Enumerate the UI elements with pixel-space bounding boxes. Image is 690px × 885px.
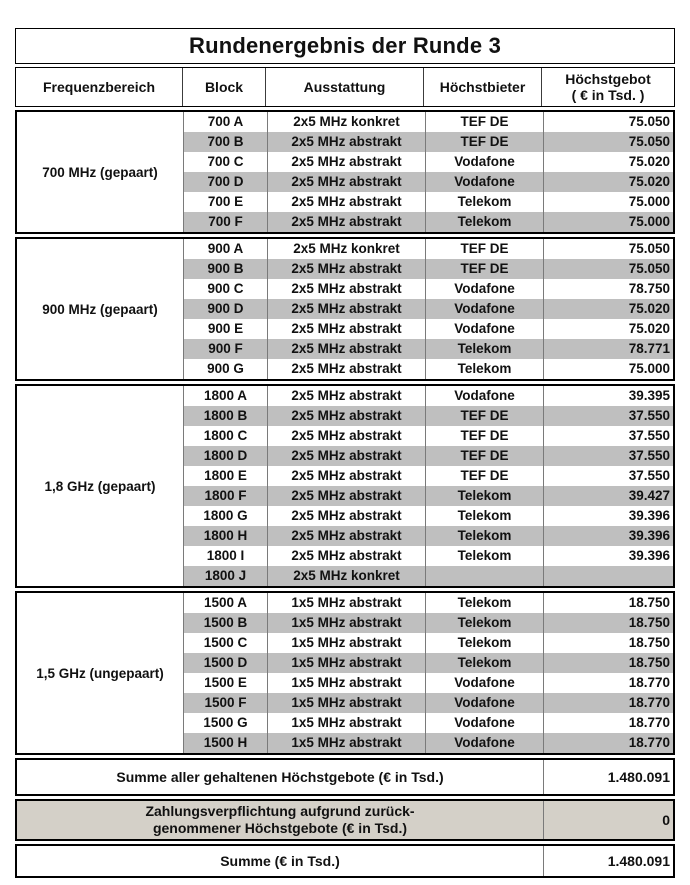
hoechstgebot-cell: 37.550 [543, 426, 673, 446]
ausstattung-cell: 2x5 MHz abstrakt [267, 526, 425, 546]
hoechstgebot-cell: 18.750 [543, 613, 673, 633]
table-row [184, 506, 673, 526]
block-cell: 1500 F [204, 695, 247, 710]
hoechstbieter-cell: TEF DE [425, 259, 543, 279]
frequency-group [15, 384, 675, 588]
ausstattung-cell: 1x5 MHz abstrakt [267, 613, 425, 633]
block-cell: 900 D [207, 301, 244, 316]
table-row [184, 566, 673, 586]
block-cell: 1800 A [203, 388, 248, 403]
hoechstbieter-cell: TEF DE [425, 466, 543, 486]
table-row [184, 466, 673, 486]
hoechstbieter-cell: TEF DE [425, 426, 543, 446]
ausstattung-cell: 2x5 MHz abstrakt [267, 152, 425, 172]
hoechstbieter-cell: Telekom [425, 212, 543, 232]
ausstattung-cell: 1x5 MHz abstrakt [267, 633, 425, 653]
ausstattung-cell: 1x5 MHz abstrakt [267, 653, 425, 673]
hoechstgebot-cell: 75.050 [543, 239, 673, 259]
hoechstgebot-cell: 18.770 [543, 713, 673, 733]
table-row [184, 693, 673, 713]
hoechstbieter-cell: Vodafone [425, 713, 543, 733]
hoechstbieter-cell: Vodafone [425, 693, 543, 713]
ausstattung-cell: 2x5 MHz abstrakt [267, 132, 425, 152]
table-row [184, 713, 673, 733]
block-cell: 1500 D [203, 655, 248, 670]
table-row [184, 526, 673, 546]
block-cell: 1800 B [203, 408, 248, 423]
band-label: 900 MHz (gepaart) [17, 239, 183, 379]
table-row [184, 633, 673, 653]
header-ausstattung: Ausstattung [265, 68, 423, 106]
block-cell: 900 A [207, 241, 244, 256]
block-cell: 1500 E [204, 675, 247, 690]
group-rows [183, 593, 673, 753]
ausstattung-cell: 2x5 MHz abstrakt [267, 446, 425, 466]
page-title: Rundenergebnis der Runde 3 [188, 33, 502, 58]
hoechstgebot-cell: 75.050 [543, 132, 673, 152]
table-row [184, 239, 673, 259]
ausstattung-cell: 2x5 MHz konkret [267, 566, 425, 586]
ausstattung-cell: 2x5 MHz abstrakt [267, 319, 425, 339]
hoechstgebot-cell: 18.750 [543, 633, 673, 653]
ausstattung-cell: 1x5 MHz abstrakt [267, 733, 425, 753]
block-cell: 1500 C [203, 635, 248, 650]
ausstattung-cell: 2x5 MHz abstrakt [267, 466, 425, 486]
table-row [184, 426, 673, 446]
hoechstbieter-cell: TEF DE [425, 446, 543, 466]
hoechstbieter-cell: Telekom [425, 359, 543, 379]
header-hoechstbieter: Höchstbieter [423, 68, 541, 106]
summary-label: Summe (€ in Tsd.) [220, 852, 340, 869]
ausstattung-cell: 1x5 MHz abstrakt [267, 673, 425, 693]
summary-row-total [15, 844, 675, 878]
hoechstbieter-cell: Vodafone [425, 172, 543, 192]
hoechstbieter-cell: TEF DE [425, 239, 543, 259]
ausstattung-cell: 2x5 MHz konkret [267, 112, 425, 132]
block-cell: 1500 G [203, 715, 248, 730]
ausstattung-cell: 1x5 MHz abstrakt [267, 693, 425, 713]
table-row [184, 112, 673, 132]
hoechstbieter-cell: Telekom [425, 613, 543, 633]
ausstattung-cell: 2x5 MHz abstrakt [267, 212, 425, 232]
band-label: 1,8 GHz (gepaart) [17, 386, 183, 586]
ausstattung-cell: 2x5 MHz abstrakt [267, 259, 425, 279]
hoechstbieter-cell: Vodafone [425, 152, 543, 172]
ausstattung-cell: 2x5 MHz abstrakt [267, 386, 425, 406]
table-row [184, 339, 673, 359]
header-hoechstgebot-line2: ( € in Tsd. ) [571, 87, 645, 103]
ausstattung-cell: 2x5 MHz abstrakt [267, 426, 425, 446]
band-label: 700 MHz (gepaart) [17, 112, 183, 232]
block-cell: 900 G [207, 361, 244, 376]
hoechstbieter-cell: Telekom [425, 339, 543, 359]
ausstattung-cell: 2x5 MHz abstrakt [267, 172, 425, 192]
hoechstgebot-cell: 75.050 [543, 112, 673, 132]
hoechstgebot-cell: 18.750 [543, 653, 673, 673]
ausstattung-cell: 1x5 MHz abstrakt [267, 713, 425, 733]
table-row [184, 733, 673, 753]
frequency-group [15, 591, 675, 755]
table-row [184, 132, 673, 152]
ausstattung-cell: 2x5 MHz abstrakt [267, 546, 425, 566]
hoechstbieter-cell: Telekom [425, 506, 543, 526]
ausstattung-cell: 2x5 MHz abstrakt [267, 486, 425, 506]
group-rows [183, 112, 673, 232]
hoechstgebot-cell: 39.396 [543, 526, 673, 546]
block-cell: 700 C [207, 154, 244, 169]
block-cell: 1800 F [204, 488, 247, 503]
hoechstgebot-cell: 75.020 [543, 319, 673, 339]
table-row [184, 172, 673, 192]
table-row [184, 406, 673, 426]
hoechstgebot-cell [543, 566, 673, 586]
hoechstgebot-cell: 18.770 [543, 733, 673, 753]
band-label: 1,5 GHz (ungepaart) [17, 593, 183, 753]
block-cell: 1800 H [203, 528, 248, 543]
summary-label: Zahlungsverpflichtung aufgrund zurück- genommener Höchstgebote (€ in Tsd.) [145, 803, 415, 836]
summary-row-payment-obligation [15, 799, 675, 841]
header-hoechstgebot-line1: Höchstgebot [565, 71, 651, 87]
hoechstgebot-cell: 39.427 [543, 486, 673, 506]
block-cell: 900 E [207, 321, 244, 336]
table-row [184, 259, 673, 279]
table-row [184, 319, 673, 339]
hoechstbieter-cell: Telekom [425, 633, 543, 653]
hoechstbieter-cell: TEF DE [425, 112, 543, 132]
block-cell: 700 D [207, 174, 244, 189]
summary-value: 0 [543, 801, 673, 839]
hoechstbieter-cell: Telekom [425, 546, 543, 566]
hoechstbieter-cell: Vodafone [425, 673, 543, 693]
block-cell: 1800 C [203, 428, 248, 443]
hoechstbieter-cell: Telekom [425, 486, 543, 506]
hoechstbieter-cell: Vodafone [425, 386, 543, 406]
block-cell: 700 E [207, 194, 244, 209]
hoechstbieter-cell [425, 566, 543, 586]
ausstattung-cell: 2x5 MHz konkret [267, 239, 425, 259]
table-row [184, 593, 673, 613]
hoechstgebot-cell: 75.020 [543, 299, 673, 319]
table-row [184, 446, 673, 466]
hoechstbieter-cell: TEF DE [425, 406, 543, 426]
frequency-group [15, 237, 675, 381]
hoechstgebot-cell: 37.550 [543, 406, 673, 426]
table-row [184, 546, 673, 566]
hoechstgebot-cell: 78.771 [543, 339, 673, 359]
block-cell: 1800 I [206, 548, 245, 563]
table-row [184, 386, 673, 406]
ausstattung-cell: 1x5 MHz abstrakt [267, 593, 425, 613]
block-cell: 1800 E [204, 468, 247, 483]
hoechstbieter-cell: TEF DE [425, 132, 543, 152]
hoechstbieter-cell: Telekom [425, 593, 543, 613]
group-rows [183, 239, 673, 379]
hoechstgebot-cell: 75.000 [543, 212, 673, 232]
table-row [184, 653, 673, 673]
hoechstgebot-cell: 75.020 [543, 172, 673, 192]
table-row [184, 673, 673, 693]
table-row [184, 152, 673, 172]
summary-label: Summe aller gehaltenen Höchstgebote (€ in Tsd.) [116, 768, 444, 785]
title-box [15, 28, 675, 64]
block-cell: 1500 B [203, 615, 248, 630]
table-row [184, 279, 673, 299]
column-header-row [15, 67, 675, 107]
frequency-groups-container [15, 110, 690, 755]
summary-value: 1.480.091 [543, 760, 673, 794]
block-cell: 1500 A [203, 595, 248, 610]
table-row [184, 192, 673, 212]
block-cell: 1800 G [203, 508, 248, 523]
group-rows [183, 386, 673, 586]
hoechstgebot-cell: 37.550 [543, 466, 673, 486]
table-row [184, 613, 673, 633]
block-cell: 700 F [208, 214, 243, 229]
summary-row-held-bids [15, 758, 675, 796]
ausstattung-cell: 2x5 MHz abstrakt [267, 359, 425, 379]
table-row [184, 212, 673, 232]
hoechstgebot-cell: 75.050 [543, 259, 673, 279]
hoechstgebot-cell: 39.396 [543, 546, 673, 566]
hoechstgebot-cell: 18.770 [543, 693, 673, 713]
hoechstgebot-cell: 75.000 [543, 192, 673, 212]
table-row [184, 359, 673, 379]
hoechstgebot-cell: 75.000 [543, 359, 673, 379]
header-frequenzbereich: Frequenzbereich [42, 79, 156, 95]
block-cell: 1500 H [203, 735, 248, 750]
header-hoechstgebot [541, 68, 674, 106]
table-row [184, 486, 673, 506]
table-row [184, 299, 673, 319]
block-cell: 900 F [208, 341, 243, 356]
ausstattung-cell: 2x5 MHz abstrakt [267, 192, 425, 212]
hoechstbieter-cell: Telekom [425, 526, 543, 546]
header-block: Block [182, 68, 265, 106]
hoechstbieter-cell: Telekom [425, 653, 543, 673]
hoechstbieter-cell: Vodafone [425, 733, 543, 753]
hoechstbieter-cell: Vodafone [425, 299, 543, 319]
block-cell: 1800 D [203, 448, 248, 463]
ausstattung-cell: 2x5 MHz abstrakt [267, 339, 425, 359]
block-cell: 900 C [207, 281, 244, 296]
frequency-group [15, 110, 675, 234]
hoechstgebot-cell: 18.750 [543, 593, 673, 613]
block-cell: 700 A [207, 114, 244, 129]
ausstattung-cell: 2x5 MHz abstrakt [267, 406, 425, 426]
ausstattung-cell: 2x5 MHz abstrakt [267, 299, 425, 319]
hoechstgebot-cell: 39.395 [543, 386, 673, 406]
hoechstbieter-cell: Vodafone [425, 319, 543, 339]
block-cell: 1800 J [204, 568, 247, 583]
hoechstgebot-cell: 39.396 [543, 506, 673, 526]
hoechstgebot-cell: 78.750 [543, 279, 673, 299]
hoechstgebot-cell: 75.020 [543, 152, 673, 172]
block-cell: 700 B [207, 134, 244, 149]
hoechstbieter-cell: Telekom [425, 192, 543, 212]
ausstattung-cell: 2x5 MHz abstrakt [267, 279, 425, 299]
ausstattung-cell: 2x5 MHz abstrakt [267, 506, 425, 526]
hoechstbieter-cell: Vodafone [425, 279, 543, 299]
hoechstgebot-cell: 18.770 [543, 673, 673, 693]
hoechstgebot-cell: 37.550 [543, 446, 673, 466]
block-cell: 900 B [207, 261, 244, 276]
summary-value: 1.480.091 [543, 846, 673, 876]
